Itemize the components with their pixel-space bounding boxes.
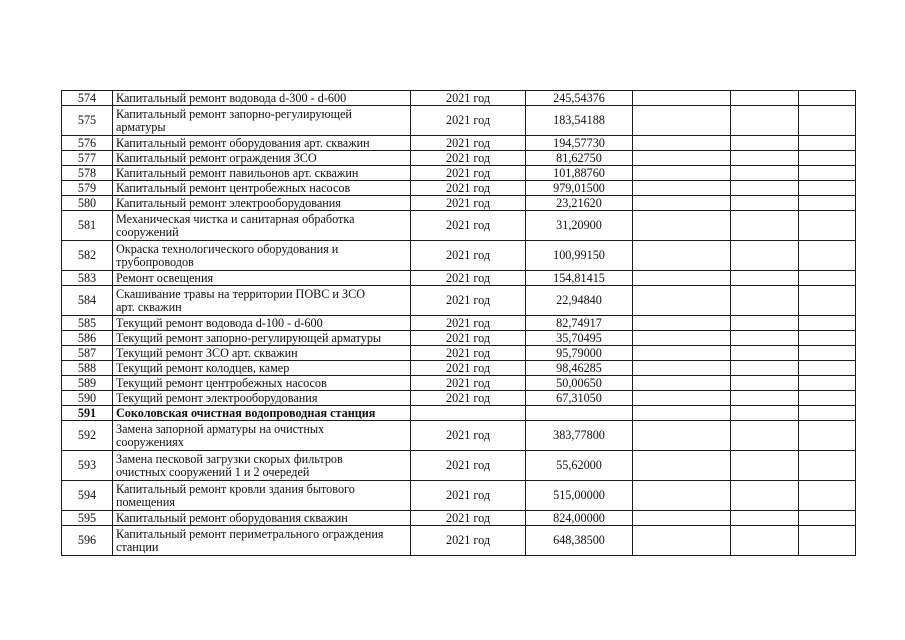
empty-cell-1	[633, 166, 731, 181]
work-name: Текущий ремонт центробежных насосов	[113, 376, 411, 391]
work-year: 2021 год	[411, 196, 526, 211]
work-sum: 515,00000	[526, 481, 633, 511]
row-number: 588	[62, 361, 113, 376]
empty-cell-3	[799, 91, 856, 106]
empty-cell-3	[799, 406, 856, 421]
empty-cell-3	[799, 106, 856, 136]
row-number: 592	[62, 421, 113, 451]
empty-cell-3	[799, 376, 856, 391]
work-sum: 194,57730	[526, 136, 633, 151]
work-year: 2021 год	[411, 526, 526, 556]
table-row	[62, 511, 856, 526]
table-row	[62, 526, 856, 556]
table-row	[62, 316, 856, 331]
row-number: 582	[62, 241, 113, 271]
empty-cell-2	[731, 106, 799, 136]
empty-cell-3	[799, 241, 856, 271]
work-year: 2021 год	[411, 151, 526, 166]
work-sum: 100,99150	[526, 241, 633, 271]
work-name: Текущий ремонт запорно-регулирующей арматуры	[113, 331, 411, 346]
work-name: Капитальный ремонт запорно-регулирующей арматуры	[113, 106, 411, 136]
empty-cell-1	[633, 331, 731, 346]
table-row	[62, 451, 856, 481]
work-sum: 824,00000	[526, 511, 633, 526]
work-sum: 22,94840	[526, 286, 633, 316]
row-number: 591	[62, 406, 113, 421]
empty-cell-3	[799, 211, 856, 241]
work-name: Капитальный ремонт ограждения ЗСО	[113, 151, 411, 166]
work-name: Капитальный ремонт центробежных насосов	[113, 181, 411, 196]
table-row	[62, 391, 856, 406]
row-number: 579	[62, 181, 113, 196]
work-sum: 101,88760	[526, 166, 633, 181]
table-row	[62, 361, 856, 376]
works-table	[61, 90, 856, 556]
row-number: 585	[62, 316, 113, 331]
empty-cell-3	[799, 196, 856, 211]
empty-cell-2	[731, 526, 799, 556]
work-year: 2021 год	[411, 91, 526, 106]
work-year: 2021 год	[411, 511, 526, 526]
row-number: 574	[62, 91, 113, 106]
work-sum: 383,77800	[526, 421, 633, 451]
empty-cell-2	[731, 511, 799, 526]
row-number: 580	[62, 196, 113, 211]
work-name: Соколовская очистная водопроводная станция	[113, 406, 411, 421]
row-number: 595	[62, 511, 113, 526]
empty-cell-3	[799, 451, 856, 481]
empty-cell-2	[731, 361, 799, 376]
row-number: 576	[62, 136, 113, 151]
empty-cell-1	[633, 316, 731, 331]
work-name: Текущий ремонт электрооборудования	[113, 391, 411, 406]
work-sum: 154,81415	[526, 271, 633, 286]
work-name: Капитальный ремонт электрооборудования	[113, 196, 411, 211]
row-number: 590	[62, 391, 113, 406]
table-row	[62, 346, 856, 361]
work-name: Текущий ремонт ЗСО арт. скважин	[113, 346, 411, 361]
empty-cell-3	[799, 166, 856, 181]
row-number: 593	[62, 451, 113, 481]
empty-cell-2	[731, 331, 799, 346]
work-name: Ремонт освещения	[113, 271, 411, 286]
empty-cell-3	[799, 271, 856, 286]
work-name: Капитальный ремонт павильонов арт. скважин	[113, 166, 411, 181]
empty-cell-3	[799, 391, 856, 406]
empty-cell-1	[633, 481, 731, 511]
empty-cell-1	[633, 376, 731, 391]
table-row	[62, 166, 856, 181]
table-row	[62, 91, 856, 106]
table-row	[62, 286, 856, 316]
work-year: 2021 год	[411, 331, 526, 346]
empty-cell-1	[633, 136, 731, 151]
table-row	[62, 181, 856, 196]
empty-cell-1	[633, 271, 731, 286]
work-name: Капитальный ремонт водовода d-300 - d-600	[113, 91, 411, 106]
empty-cell-2	[731, 196, 799, 211]
empty-cell-1	[633, 286, 731, 316]
empty-cell-1	[633, 181, 731, 196]
work-name: Капитальный ремонт оборудования арт. скважин	[113, 136, 411, 151]
table-row	[62, 136, 856, 151]
empty-cell-3	[799, 511, 856, 526]
empty-cell-1	[633, 511, 731, 526]
empty-cell-2	[731, 241, 799, 271]
table-row	[62, 421, 856, 451]
row-number: 586	[62, 331, 113, 346]
row-number: 596	[62, 526, 113, 556]
table-row	[62, 481, 856, 511]
row-number: 594	[62, 481, 113, 511]
empty-cell-2	[731, 421, 799, 451]
work-sum: 82,74917	[526, 316, 633, 331]
empty-cell-1	[633, 361, 731, 376]
row-number: 583	[62, 271, 113, 286]
work-sum: 50,00650	[526, 376, 633, 391]
work-year: 2021 год	[411, 346, 526, 361]
empty-cell-1	[633, 346, 731, 361]
work-sum: 31,20900	[526, 211, 633, 241]
work-name: Замена песковой загрузки скорых фильтров очистных сооружений 1 и 2 очередей	[113, 451, 411, 481]
table-row	[62, 271, 856, 286]
empty-cell-3	[799, 151, 856, 166]
table-row	[62, 151, 856, 166]
empty-cell-2	[731, 136, 799, 151]
empty-cell-1	[633, 106, 731, 136]
table-row	[62, 406, 856, 421]
work-year: 2021 год	[411, 181, 526, 196]
empty-cell-1	[633, 151, 731, 166]
empty-cell-3	[799, 361, 856, 376]
empty-cell-3	[799, 526, 856, 556]
work-sum: 95,79000	[526, 346, 633, 361]
work-year: 2021 год	[411, 481, 526, 511]
work-name: Окраска технологического оборудования и трубопроводов	[113, 241, 411, 271]
empty-cell-2	[731, 181, 799, 196]
work-sum: 81,62750	[526, 151, 633, 166]
empty-cell-2	[731, 481, 799, 511]
empty-cell-3	[799, 286, 856, 316]
work-name: Текущий ремонт колодцев, камер	[113, 361, 411, 376]
table-body	[62, 91, 856, 556]
work-year: 2021 год	[411, 316, 526, 331]
work-name: Капитальный ремонт периметрального ограждения станции	[113, 526, 411, 556]
work-sum: 67,31050	[526, 391, 633, 406]
empty-cell-1	[633, 526, 731, 556]
work-sum: 55,62000	[526, 451, 633, 481]
work-name: Текущий ремонт водовода d-100 - d-600	[113, 316, 411, 331]
table-row	[62, 196, 856, 211]
work-year	[411, 406, 526, 421]
empty-cell-1	[633, 451, 731, 481]
table-row	[62, 211, 856, 241]
empty-cell-3	[799, 421, 856, 451]
empty-cell-2	[731, 91, 799, 106]
empty-cell-2	[731, 346, 799, 361]
table-row	[62, 241, 856, 271]
empty-cell-1	[633, 91, 731, 106]
row-number: 581	[62, 211, 113, 241]
work-name: Скашивание травы на территории ПОВС и ЗСО арт. скважин	[113, 286, 411, 316]
work-year: 2021 год	[411, 166, 526, 181]
row-number: 575	[62, 106, 113, 136]
work-year: 2021 год	[411, 391, 526, 406]
work-year: 2021 год	[411, 286, 526, 316]
work-year: 2021 год	[411, 271, 526, 286]
work-sum: 23,21620	[526, 196, 633, 211]
work-year: 2021 год	[411, 421, 526, 451]
row-number: 577	[62, 151, 113, 166]
empty-cell-2	[731, 391, 799, 406]
empty-cell-3	[799, 331, 856, 346]
work-year: 2021 год	[411, 136, 526, 151]
work-year: 2021 год	[411, 361, 526, 376]
row-number: 578	[62, 166, 113, 181]
row-number: 584	[62, 286, 113, 316]
work-name: Капитальный ремонт оборудования скважин	[113, 511, 411, 526]
empty-cell-2	[731, 166, 799, 181]
work-name: Замена запорной арматуры на очистных сооружениях	[113, 421, 411, 451]
work-name: Механическая чистка и санитарная обработка сооружений	[113, 211, 411, 241]
row-number: 589	[62, 376, 113, 391]
empty-cell-1	[633, 391, 731, 406]
empty-cell-3	[799, 346, 856, 361]
empty-cell-2	[731, 271, 799, 286]
empty-cell-3	[799, 316, 856, 331]
work-sum: 183,54188	[526, 106, 633, 136]
empty-cell-2	[731, 316, 799, 331]
empty-cell-2	[731, 151, 799, 166]
row-number: 587	[62, 346, 113, 361]
work-name: Капитальный ремонт кровли здания бытового помещения	[113, 481, 411, 511]
work-year: 2021 год	[411, 376, 526, 391]
work-sum	[526, 406, 633, 421]
work-sum: 648,38500	[526, 526, 633, 556]
empty-cell-3	[799, 136, 856, 151]
empty-cell-2	[731, 406, 799, 421]
work-year: 2021 год	[411, 106, 526, 136]
work-sum: 98,46285	[526, 361, 633, 376]
empty-cell-1	[633, 406, 731, 421]
empty-cell-1	[633, 196, 731, 211]
table-row	[62, 106, 856, 136]
empty-cell-1	[633, 241, 731, 271]
work-year: 2021 год	[411, 211, 526, 241]
work-sum: 979,01500	[526, 181, 633, 196]
table-row	[62, 331, 856, 346]
work-year: 2021 год	[411, 451, 526, 481]
empty-cell-2	[731, 286, 799, 316]
work-year: 2021 год	[411, 241, 526, 271]
empty-cell-3	[799, 481, 856, 511]
work-sum: 245,54376	[526, 91, 633, 106]
empty-cell-2	[731, 451, 799, 481]
empty-cell-3	[799, 181, 856, 196]
empty-cell-2	[731, 211, 799, 241]
table-row	[62, 376, 856, 391]
empty-cell-1	[633, 211, 731, 241]
empty-cell-2	[731, 376, 799, 391]
work-sum: 35,70495	[526, 331, 633, 346]
empty-cell-1	[633, 421, 731, 451]
